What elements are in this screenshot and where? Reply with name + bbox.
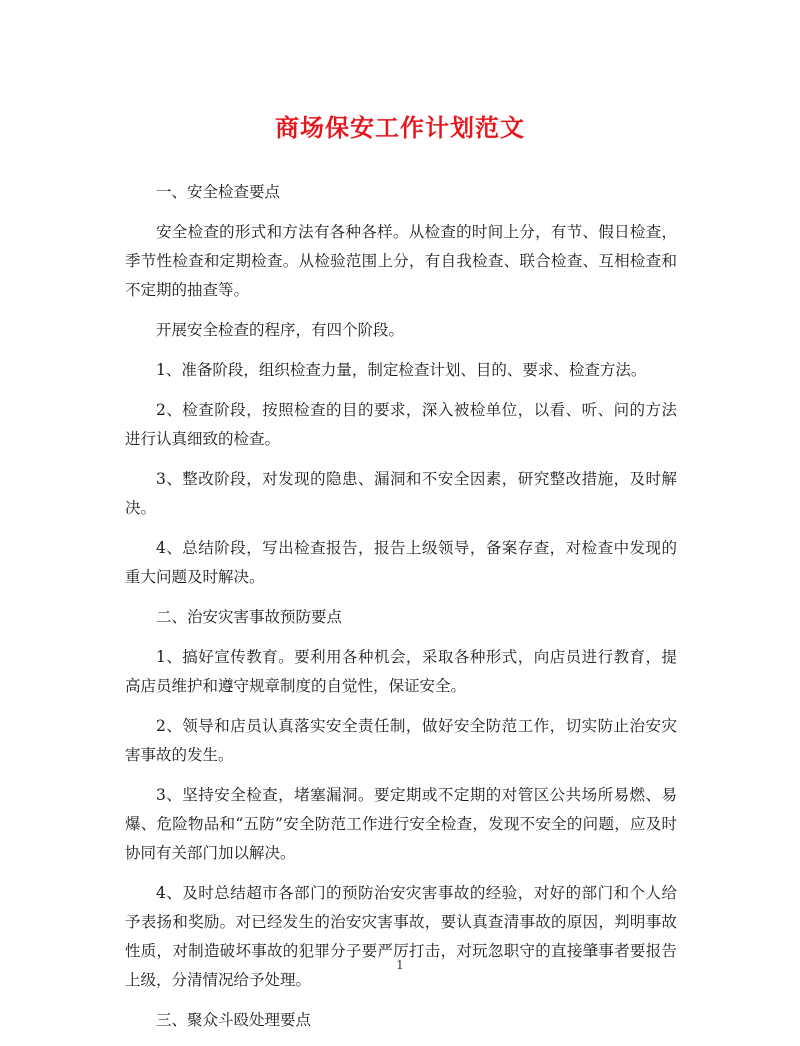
section-heading-1: 一、安全检查要点 bbox=[156, 183, 281, 201]
list-item: 4、及时总结超市各部门的预防治安灾害事故的经验，对好的部门和个人给予表扬和奖励。对已经发生的治安灾害事故，要认真查清事故的原因，判明事故性质，对制造破坏事故的犯罪分子要严厉打击，对玩忽职守的直接肇事者要报告上级，分清情况给予处理。 bbox=[125, 884, 677, 989]
section-heading-2: 二、治安灾害事故预防要点 bbox=[156, 608, 343, 626]
document-body bbox=[125, 178, 677, 1046]
list-item: 1、准备阶段，组织检查力量，制定检查计划、目的、要求、检查方法。 bbox=[156, 361, 647, 379]
paragraph: 安全检查的形式和方法有各种各样。从检查的时间上分，有节、假日检查，季节性检查和定期检查。从检验范围上分，有自我检查、联合检查、互相检查和不定期的抽查等。 bbox=[125, 223, 677, 299]
list-item: 2、领导和店员认真落实安全责任制，做好安全防范工作，切实防止治安灾害事故的发生。 bbox=[125, 717, 677, 764]
paragraph: 开展安全检查的程序，有四个阶段。 bbox=[156, 321, 405, 339]
section-heading-3: 三、聚众斗殴处理要点 bbox=[156, 1011, 312, 1029]
list-item: 1、搞好宣传教育。要利用各种机会，采取各种形式，向店员进行教育，提高店员维护和遵守规章制度的自觉性，保证安全。 bbox=[125, 648, 677, 695]
list-item: 3、坚持安全检查，堵塞漏洞。要定期或不定期的对管区公共场所易燃、易爆、危险物品和“五防”安全防范工作进行安全检查，发现不安全的问题，应及时协同有关部门加以解决。 bbox=[125, 786, 677, 862]
list-item: 4、总结阶段，写出检查报告，报告上级领导，备案存查，对检查中发现的重大问题及时解决。 bbox=[125, 539, 677, 586]
list-item: 3、整改阶段，对发现的隐患、漏洞和不安全因素，研究整改措施，及时解决。 bbox=[125, 470, 677, 517]
page-number: 1 bbox=[396, 958, 404, 972]
list-item: 2、检查阶段，按照检查的目的要求，深入被检单位，以看、听、问的方法进行认真细致的检查。 bbox=[125, 401, 677, 448]
document-title: 商场保安工作计划范文 bbox=[275, 113, 525, 142]
